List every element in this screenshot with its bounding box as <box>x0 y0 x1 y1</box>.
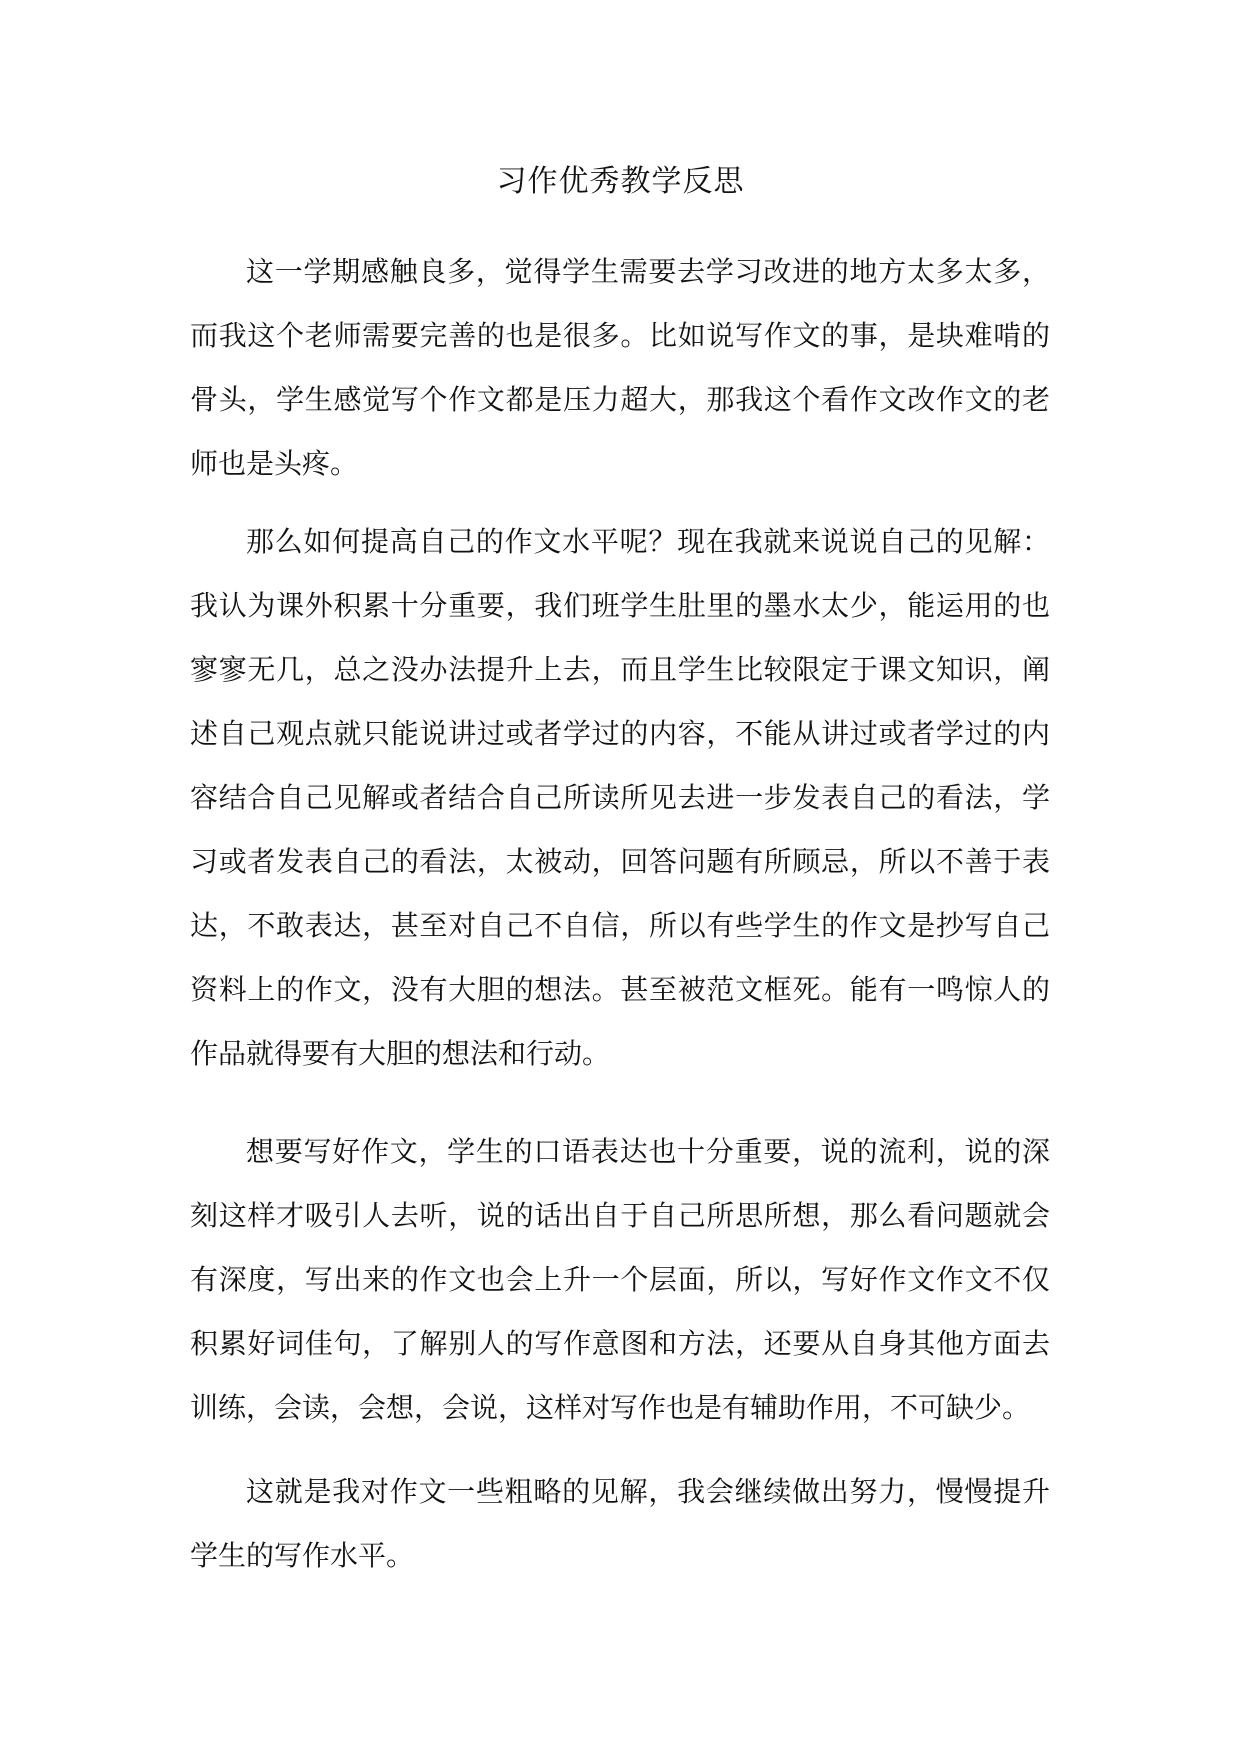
paragraph-1: 这一学期感触良多，觉得学生需要去学习改进的地方太多太多，而我这个老师需要完善的也是很多。比如说写作文的事，是块难啃的骨头，学生感觉写个作文都是压力超大，那我这个看作文改作文的老师也是头疼。 <box>190 255 1050 480</box>
document-title: 习作优秀教学反思 <box>496 164 745 199</box>
paragraph-3: 想要写好作文，学生的口语表达也十分重要，说的流利，说的深刻这样才吸引人去听，说的话出自于自己所思所想，那么看问题就会有深度，写出来的作文也会上升一个层面，所以，写好作文作文不仅积累好词佳句，了解别人的写作意图和方法，还要从自身其他方面去训练，会读，会想，会说，这样对写作也是有辅助作用，不可缺少。 <box>190 1135 1050 1424</box>
paragraph-4: 这就是我对作文一些粗略的见解，我会继续做出努力，慢慢提升学生的写作水平。 <box>190 1475 1050 1572</box>
paragraph-2: 那么如何提高自己的作文水平呢？现在我就来说说自己的见解：我认为课外积累十分重要，我们班学生肚里的墨水太少，能运用的也寥寥无几，总之没办法提升上去，而且学生比较限定于课文知识，阐述自己观点就只能说讲过或者学过的内容，不能从讲过或者学过的内容结合自己见解或者结合自己所读所见去进一步发表自己的看法，学习或者发表自己的看法，太被动，回答问题有所顾忌，所以不善于表达，不敢表达，甚至对自己不自信，所以有些学生的作文是抄写自己资料上的作文，没有大胆的想法。甚至被范文框死。能有一鸣惊人的作品就得要有大胆的想法和行动。 <box>190 525 1050 1070</box>
